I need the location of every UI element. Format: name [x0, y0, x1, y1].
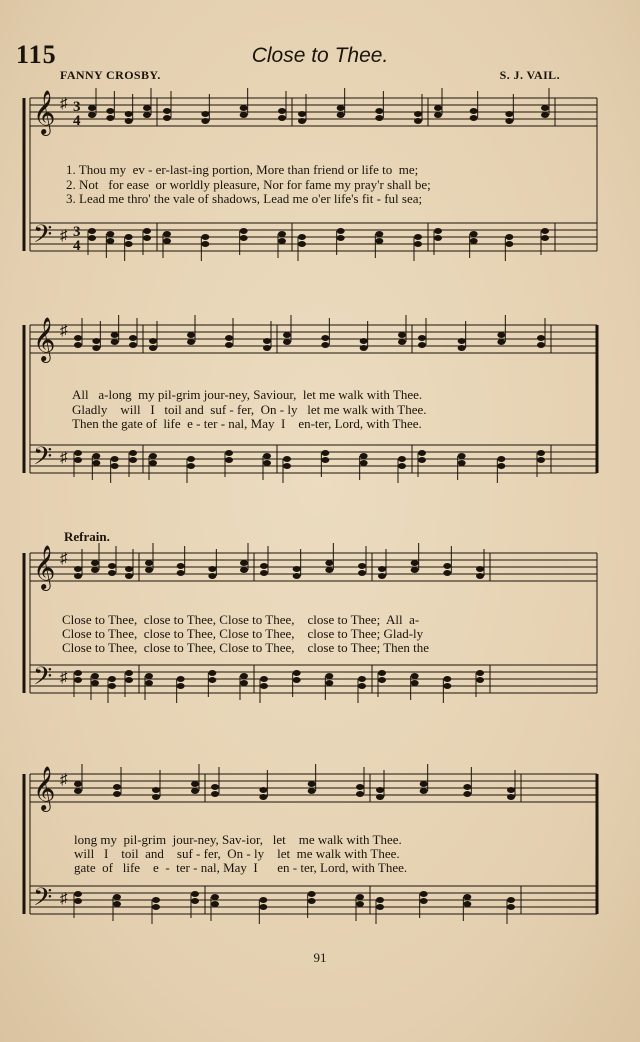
note-head	[541, 112, 549, 118]
note-head	[356, 894, 364, 900]
note-head	[458, 345, 466, 351]
note-head	[375, 108, 383, 114]
note-head	[91, 567, 99, 573]
note-head	[260, 676, 268, 682]
note-head	[505, 118, 513, 124]
note-head	[163, 108, 171, 114]
note-head	[337, 112, 345, 118]
note-head	[458, 453, 466, 459]
note-head	[507, 787, 515, 793]
note-head	[356, 791, 364, 797]
note-head	[240, 228, 248, 234]
note-head	[360, 453, 368, 459]
composer-credit: S. J. VAIL.	[499, 68, 560, 82]
note-head	[149, 453, 157, 459]
note-head	[211, 901, 219, 907]
note-head	[201, 118, 209, 124]
note-head	[92, 460, 100, 466]
note-head	[74, 335, 82, 341]
note-head	[113, 791, 121, 797]
note-head	[414, 241, 422, 247]
note-head	[283, 339, 291, 345]
note-head	[418, 457, 426, 463]
note-head	[321, 335, 329, 341]
note-head	[74, 781, 82, 787]
note-head	[152, 897, 160, 903]
note-head	[211, 894, 219, 900]
note-head	[92, 338, 100, 344]
note-head	[225, 342, 233, 348]
note-head	[74, 677, 82, 683]
note-head	[125, 573, 133, 579]
note-head	[476, 573, 484, 579]
note-head	[411, 680, 419, 686]
lyric-line: All a-long my pil-grim jour-ney, Saviour, let me walk with Thee.	[72, 387, 423, 402]
treble-clef: 𝄞	[33, 545, 56, 589]
note-head	[463, 894, 471, 900]
note-head	[191, 891, 199, 897]
note-head	[537, 342, 545, 348]
note-head	[507, 904, 515, 910]
lyric-line: Then the gate of life e - ter - nal, May I en-ter, Lord, with Thee.	[72, 416, 422, 431]
note-head	[201, 234, 209, 240]
note-head	[434, 235, 442, 241]
note-head	[360, 345, 368, 351]
lyric-line: Close to Thee, close to Thee, Close to Thee, close to Thee; Then the	[62, 640, 430, 655]
note-head	[125, 234, 133, 240]
note-head	[358, 676, 366, 682]
note-head	[283, 332, 291, 338]
note-head	[325, 560, 333, 566]
note-head	[108, 570, 116, 576]
note-head	[476, 566, 484, 572]
author-credit: FANNY CROSBY.	[60, 68, 161, 82]
note-head	[208, 566, 216, 572]
note-head	[125, 111, 133, 117]
note-head	[260, 570, 268, 576]
note-head	[191, 781, 199, 787]
note-head	[420, 788, 428, 794]
lyric-line: Close to Thee, close to Thee, Close to Thee, close to Thee; All a-	[62, 612, 420, 627]
note-head	[358, 563, 366, 569]
note-head	[293, 677, 301, 683]
note-head	[208, 573, 216, 579]
note-head	[298, 234, 306, 240]
note-head	[337, 228, 345, 234]
note-head	[152, 794, 160, 800]
note-head	[497, 339, 505, 345]
lyric-line: Close to Thee, close to Thee, Close to Thee, close to Thee; Glad-ly	[62, 626, 424, 641]
note-head	[308, 891, 316, 897]
note-head	[325, 673, 333, 679]
note-head	[476, 677, 484, 683]
note-head	[208, 677, 216, 683]
note-head	[163, 231, 171, 237]
key-signature-sharp: ♯	[60, 670, 68, 686]
note-head	[278, 115, 286, 121]
treble-clef: 𝄞	[33, 317, 56, 361]
note-head	[74, 670, 82, 676]
note-head	[507, 794, 515, 800]
note-head	[398, 339, 406, 345]
note-head	[240, 567, 248, 573]
note-head	[463, 784, 471, 790]
note-head	[293, 566, 301, 572]
lyric-line: long my pil-grim jour-ney, Sav-ior, let me walk with Thee.	[74, 832, 402, 847]
note-head	[163, 115, 171, 121]
note-head	[420, 891, 428, 897]
note-head	[497, 456, 505, 462]
note-head	[443, 676, 451, 682]
note-head	[434, 228, 442, 234]
note-head	[177, 676, 185, 682]
bass-clef: 𝄢	[33, 883, 53, 918]
note-head	[360, 460, 368, 466]
lyric-line: 2. Not for ease or worldly pleasure, Nor for fame my pray'r shall be;	[66, 177, 431, 192]
note-head	[143, 228, 151, 234]
note-head	[145, 673, 153, 679]
note-head	[201, 111, 209, 117]
note-head	[125, 566, 133, 572]
note-head	[263, 453, 271, 459]
note-head	[298, 111, 306, 117]
note-head	[149, 338, 157, 344]
note-head	[375, 231, 383, 237]
note-head	[152, 904, 160, 910]
key-signature-sharp: ♯	[60, 450, 68, 466]
note-head	[91, 680, 99, 686]
note-head	[376, 904, 384, 910]
note-head	[125, 118, 133, 124]
note-head	[259, 794, 267, 800]
key-signature-sharp: ♯	[60, 323, 68, 339]
note-head	[376, 897, 384, 903]
note-head	[325, 567, 333, 573]
note-head	[208, 670, 216, 676]
time-signature-numerator: 3	[73, 99, 81, 115]
note-head	[458, 460, 466, 466]
time-signature-denominator: 4	[73, 113, 81, 129]
note-head	[191, 898, 199, 904]
note-head	[443, 570, 451, 576]
note-head	[191, 788, 199, 794]
hymn-title: Close to Thee.	[251, 44, 389, 67]
note-head	[125, 670, 133, 676]
note-head	[259, 787, 267, 793]
note-head	[106, 238, 114, 244]
note-head	[225, 450, 233, 456]
note-head	[470, 115, 478, 121]
note-head	[149, 345, 157, 351]
note-head	[358, 683, 366, 689]
refrain-label: Refrain.	[64, 529, 110, 544]
note-head	[240, 560, 248, 566]
note-head	[145, 567, 153, 573]
note-head	[92, 453, 100, 459]
note-head	[129, 342, 137, 348]
note-head	[143, 235, 151, 241]
note-head	[152, 787, 160, 793]
note-head	[111, 332, 119, 338]
note-head	[283, 456, 291, 462]
note-head	[278, 231, 286, 237]
note-head	[321, 450, 329, 456]
time-signature-numerator: 3	[73, 224, 81, 240]
note-head	[113, 894, 121, 900]
note-head	[74, 573, 82, 579]
note-head	[420, 781, 428, 787]
note-head	[378, 677, 386, 683]
note-head	[378, 566, 386, 572]
time-signature-denominator: 4	[73, 238, 81, 254]
note-head	[111, 456, 119, 462]
note-head	[376, 787, 384, 793]
note-head	[240, 235, 248, 241]
note-head	[537, 335, 545, 341]
note-head	[398, 456, 406, 462]
note-head	[537, 457, 545, 463]
note-head	[259, 904, 267, 910]
note-head	[308, 788, 316, 794]
note-head	[113, 901, 121, 907]
note-head	[263, 460, 271, 466]
page-number: 91	[313, 950, 327, 965]
note-head	[263, 345, 271, 351]
note-head	[308, 898, 316, 904]
note-head	[240, 112, 248, 118]
note-head	[145, 680, 153, 686]
note-head	[463, 791, 471, 797]
note-head	[211, 791, 219, 797]
note-head	[240, 105, 248, 111]
note-head	[187, 339, 195, 345]
note-head	[177, 563, 185, 569]
note-head	[145, 560, 153, 566]
note-head	[278, 108, 286, 114]
note-head	[411, 567, 419, 573]
note-head	[298, 241, 306, 247]
note-head	[470, 231, 478, 237]
lyric-line: Gladly will I toil and suf - fer, On - ly let me walk with Thee.	[72, 402, 427, 417]
note-head	[111, 463, 119, 469]
note-head	[378, 670, 386, 676]
note-head	[74, 891, 82, 897]
note-head	[74, 457, 82, 463]
note-head	[240, 680, 248, 686]
note-head	[293, 573, 301, 579]
lyric-line: 1. Thou my ev - er-last-ing portion, More than friend or life to me;	[66, 162, 419, 177]
note-head	[74, 342, 82, 348]
note-head	[398, 463, 406, 469]
note-head	[91, 673, 99, 679]
note-head	[414, 111, 422, 117]
note-head	[443, 683, 451, 689]
note-head	[497, 463, 505, 469]
note-head	[74, 566, 82, 572]
note-head	[507, 897, 515, 903]
note-head	[111, 339, 119, 345]
key-signature-sharp: ♯	[60, 891, 68, 907]
key-signature-sharp: ♯	[60, 551, 68, 567]
note-head	[411, 560, 419, 566]
note-head	[263, 338, 271, 344]
note-head	[321, 342, 329, 348]
note-head	[177, 570, 185, 576]
lyric-line: will I toil and suf - fer, On - ly let me walk with Thee.	[74, 846, 400, 861]
note-head	[375, 238, 383, 244]
bass-clef: 𝄢	[33, 220, 53, 255]
note-head	[129, 450, 137, 456]
lyric-line: 3. Lead me thro' the vale of shadows, Lead me o'er life's fit - ful sea;	[66, 191, 423, 206]
note-head	[497, 332, 505, 338]
note-head	[163, 238, 171, 244]
note-head	[505, 111, 513, 117]
note-head	[505, 241, 513, 247]
note-head	[106, 108, 114, 114]
note-head	[278, 238, 286, 244]
note-head	[74, 450, 82, 456]
note-head	[476, 670, 484, 676]
note-head	[356, 784, 364, 790]
note-head	[398, 332, 406, 338]
note-head	[541, 235, 549, 241]
note-head	[358, 570, 366, 576]
note-head	[187, 332, 195, 338]
lyric-line: gate of life e - ter - nal, May I en - ter, Lord, with Thee.	[74, 860, 408, 875]
note-head	[106, 231, 114, 237]
note-head	[505, 234, 513, 240]
key-signature-sharp: ♯	[60, 96, 68, 112]
note-head	[321, 457, 329, 463]
note-head	[378, 573, 386, 579]
note-head	[201, 241, 209, 247]
note-head	[129, 335, 137, 341]
bass-clef: 𝄢	[33, 662, 53, 697]
note-head	[337, 235, 345, 241]
note-head	[541, 228, 549, 234]
note-head	[125, 677, 133, 683]
note-head	[108, 563, 116, 569]
note-head	[418, 450, 426, 456]
note-head	[418, 342, 426, 348]
note-head	[259, 897, 267, 903]
note-head	[470, 238, 478, 244]
note-head	[298, 118, 306, 124]
note-head	[88, 228, 96, 234]
note-head	[211, 784, 219, 790]
note-head	[283, 463, 291, 469]
note-head	[88, 105, 96, 111]
note-head	[325, 680, 333, 686]
note-head	[225, 335, 233, 341]
note-head	[414, 234, 422, 240]
note-head	[187, 456, 195, 462]
note-head	[463, 901, 471, 907]
treble-clef: 𝄞	[33, 90, 56, 134]
note-head	[293, 670, 301, 676]
note-head	[125, 241, 133, 247]
note-head	[88, 235, 96, 241]
note-head	[414, 118, 422, 124]
note-head	[129, 457, 137, 463]
note-head	[376, 794, 384, 800]
note-head	[74, 788, 82, 794]
note-head	[375, 115, 383, 121]
note-head	[187, 463, 195, 469]
note-head	[143, 112, 151, 118]
note-head	[537, 450, 545, 456]
note-head	[260, 683, 268, 689]
note-head	[411, 673, 419, 679]
note-head	[308, 781, 316, 787]
note-head	[356, 901, 364, 907]
note-head	[443, 563, 451, 569]
treble-clef: 𝄞	[33, 766, 56, 810]
note-head	[225, 457, 233, 463]
note-head	[434, 112, 442, 118]
note-head	[337, 105, 345, 111]
note-head	[418, 335, 426, 341]
note-head	[106, 115, 114, 121]
note-head	[143, 105, 151, 111]
note-head	[458, 338, 466, 344]
bass-clef: 𝄢	[33, 442, 53, 477]
note-head	[74, 898, 82, 904]
note-head	[434, 105, 442, 111]
note-head	[92, 345, 100, 351]
key-signature-sharp: ♯	[60, 772, 68, 788]
note-head	[240, 673, 248, 679]
note-head	[360, 338, 368, 344]
note-head	[108, 676, 116, 682]
note-head	[91, 560, 99, 566]
note-head	[541, 105, 549, 111]
note-head	[113, 784, 121, 790]
note-head	[108, 683, 116, 689]
note-head	[470, 108, 478, 114]
note-head	[260, 563, 268, 569]
key-signature-sharp: ♯	[60, 228, 68, 244]
note-head	[149, 460, 157, 466]
note-head	[177, 683, 185, 689]
note-head	[88, 112, 96, 118]
note-head	[420, 898, 428, 904]
hymn-number: 115	[16, 40, 57, 69]
